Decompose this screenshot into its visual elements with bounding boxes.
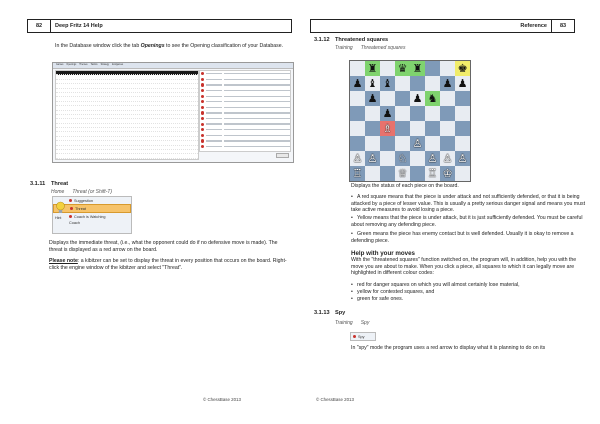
chess-piece: ♟ (442, 77, 453, 90)
square-g4 (440, 121, 455, 136)
square-d4 (395, 121, 410, 136)
game-icon (201, 117, 204, 120)
color-code-yellow: • yellow for contested squares, and (351, 289, 435, 295)
square-e4 (410, 121, 425, 136)
threatened-squares-breadcrumb: Training Threatened squares (335, 45, 406, 51)
right-footer: © ChessBase 2013 (316, 397, 354, 402)
opening-tree (55, 70, 199, 160)
tab-games: Games (56, 64, 64, 66)
square-b7 (365, 76, 380, 91)
chessboard (349, 60, 471, 182)
square-g6 (440, 91, 455, 106)
section-spy-heading: 3.1.13 Spy (314, 310, 346, 316)
square-h7 (455, 76, 470, 91)
opening-games-list (199, 70, 291, 152)
chess-piece: ♜ (412, 62, 423, 75)
menu-item-coach-watching: Coach is Watching (53, 213, 131, 220)
tab-endgames: Endgames (112, 64, 124, 66)
square-f7 (425, 76, 440, 91)
square-b2 (365, 151, 380, 166)
game-icon (201, 100, 204, 103)
list-item (200, 144, 290, 150)
section-threatened-squares-heading: 3.1.12 Threatened squares (314, 37, 389, 43)
left-footer: © ChessBase 2013 (203, 397, 241, 402)
square-d5 (395, 106, 410, 121)
square-b4 (365, 121, 380, 136)
chess-piece: ♙ (352, 152, 363, 165)
tab-tactics: Tactics (90, 64, 98, 66)
square-h1 (455, 166, 470, 181)
square-f4 (425, 121, 440, 136)
board-caption: Displays the status of each piece on the board. (351, 183, 459, 189)
square-a3 (350, 136, 365, 151)
chess-piece: ♛ (397, 62, 408, 75)
bullet-yellow: • Yellow means that the piece is under attack, but it is just sufficiently defended. You must be careful about removing any defending piece. (351, 215, 583, 228)
tree-row (56, 159, 198, 160)
square-a6 (350, 91, 365, 106)
game-icon (201, 139, 204, 142)
database-window-screenshot (52, 62, 294, 163)
right-page-header (310, 19, 575, 33)
square-b3 (365, 136, 380, 151)
square-h3 (455, 136, 470, 151)
chess-piece: ♗ (382, 122, 393, 135)
game-icon (201, 78, 204, 81)
coach-icon (69, 215, 72, 218)
square-g1 (440, 166, 455, 181)
square-h8 (455, 61, 470, 76)
game-icon (201, 95, 204, 98)
square-c4 (380, 121, 395, 136)
spy-button-screenshot: Spy (350, 332, 376, 341)
square-e8 (410, 61, 425, 76)
hint-label: Hint (55, 216, 62, 220)
chess-piece: ♕ (397, 167, 408, 180)
chess-piece: ♟ (412, 92, 423, 105)
threat-icon (70, 207, 73, 210)
chess-piece: ♟ (367, 92, 378, 105)
square-f5 (425, 106, 440, 121)
database-tabs (53, 63, 293, 69)
chess-piece: ♞ (427, 92, 438, 105)
chess-piece: ♙ (457, 152, 468, 165)
game-icon (201, 128, 204, 131)
game-icon (201, 89, 204, 92)
square-d2 (395, 151, 410, 166)
square-a4 (350, 121, 365, 136)
square-c6 (380, 91, 395, 106)
openings-intro: In the Database window click the tab Openings to see the Opening classification of your Database. (55, 43, 284, 49)
square-a1 (350, 166, 365, 181)
chess-piece: ♚ (457, 62, 468, 75)
kibitzer-note: Please note: a kibitzer can be set to display the threat in every position that occurs on the board. Right-click the engine window of the kibitzer and select "Threat". (49, 258, 287, 271)
square-g8 (440, 61, 455, 76)
square-c1 (380, 166, 395, 181)
tab-strategy: Strategy (100, 64, 110, 66)
square-e2 (410, 151, 425, 166)
square-a2 (350, 151, 365, 166)
game-icon (201, 106, 204, 109)
spy-icon (353, 335, 356, 338)
square-f8 (425, 61, 440, 76)
square-c7 (380, 76, 395, 91)
chess-piece: ♘ (397, 152, 408, 165)
chess-piece: ♜ (367, 62, 378, 75)
square-h4 (455, 121, 470, 136)
game-icon (201, 83, 204, 86)
close-button-graphic (276, 153, 289, 159)
chess-piece: ♙ (412, 137, 423, 150)
bullet-icon: • (351, 282, 353, 288)
page-number: 83 (551, 20, 574, 32)
threat-menu-screenshot (52, 196, 132, 234)
square-g3 (440, 136, 455, 151)
square-e5 (410, 106, 425, 121)
square-f1 (425, 166, 440, 181)
game-icon (201, 123, 204, 126)
chess-piece: ♖ (427, 167, 438, 180)
square-d6 (395, 91, 410, 106)
chess-piece: ♙ (367, 152, 378, 165)
square-d7 (395, 76, 410, 91)
square-c5 (380, 106, 395, 121)
bullet-icon: • (351, 231, 353, 237)
lightbulb-icon (55, 201, 66, 215)
tab-openings: Openings (66, 64, 77, 66)
square-c3 (380, 136, 395, 151)
game-icon (201, 145, 204, 148)
square-f6 (425, 91, 440, 106)
chess-piece: ♝ (367, 77, 378, 90)
page-number: 82 (28, 20, 51, 32)
chess-piece: ♙ (427, 152, 438, 165)
threat-description: Displays the immediate threat, (i.e., what the opponent could do if no defensive move is made). The threat is displayed as a red arrow on the board. (49, 240, 278, 253)
game-icon (201, 134, 204, 137)
square-a8 (350, 61, 365, 76)
chess-piece: ♙ (442, 152, 453, 165)
square-g7 (440, 76, 455, 91)
square-d3 (395, 136, 410, 151)
chess-piece: ♔ (442, 167, 453, 180)
square-g5 (440, 106, 455, 121)
square-h2 (455, 151, 470, 166)
menu-item-threat: Threat (53, 204, 131, 213)
square-e7 (410, 76, 425, 91)
square-b1 (365, 166, 380, 181)
threat-breadcrumb: Home Threat (or Shift-T) (51, 189, 113, 195)
square-a7 (350, 76, 365, 91)
bullet-red: • A red square means that the piece is under attack and not sufficiently defended, or that it is being attacked by a piece of lesser value. This is usually a pretty serious danger signal and means you must take active measures to avoid losing a piece. (351, 194, 586, 214)
menu-item-suggestion: Suggestion (53, 197, 131, 204)
square-f2 (425, 151, 440, 166)
suggestion-icon (69, 199, 72, 202)
square-h6 (455, 91, 470, 106)
chess-piece: ♖ (352, 167, 363, 180)
square-b8 (365, 61, 380, 76)
running-title: Deep Fritz 14 Help (55, 23, 103, 29)
square-c8 (380, 61, 395, 76)
square-b5 (365, 106, 380, 121)
chess-piece: ♟ (457, 77, 468, 90)
square-c2 (380, 151, 395, 166)
bullet-icon: • (351, 289, 353, 295)
color-code-green: • green for safe ones. (351, 296, 404, 302)
square-e6 (410, 91, 425, 106)
left-page-header (27, 19, 292, 33)
game-icon (201, 72, 204, 75)
bullet-icon: • (351, 215, 353, 221)
square-a5 (350, 106, 365, 121)
running-title: Reference (520, 23, 547, 29)
square-g2 (440, 151, 455, 166)
color-code-red: • red for danger squares on which you will almost certainly lose material, (351, 282, 520, 288)
square-e1 (410, 166, 425, 181)
bullet-icon: • (351, 194, 353, 200)
square-e3 (410, 136, 425, 151)
chess-piece: ♟ (382, 107, 393, 120)
square-d1 (395, 166, 410, 181)
openings-tab-name: Openings (140, 43, 165, 49)
spy-description: In "spy" mode the program uses a red arrow to display what it is planning to do on its (351, 345, 546, 351)
square-f3 (425, 136, 440, 151)
chess-piece: ♝ (382, 77, 393, 90)
square-d8 (395, 61, 410, 76)
game-icon (201, 111, 204, 114)
spy-breadcrumb: Training Spy (335, 320, 370, 326)
section-threat-heading: 3.1.11 Threat (30, 181, 69, 187)
bullet-icon: • (351, 296, 353, 302)
help-with-moves-heading: Help with your moves (351, 250, 415, 257)
bullet-green: • Green means the piece has enemy contact but is well defended. Usually it is okay to remove a defending piece. (351, 231, 574, 244)
tab-themes: Themes (79, 64, 88, 66)
square-h5 (455, 106, 470, 121)
square-b6 (365, 91, 380, 106)
chess-piece: ♟ (352, 77, 363, 90)
help-with-moves-text: With the "threatened squares" function switched on, the program will, in addition, help you with the move you are about to make. When you click a piece, all squares to which it can legally move are highlighted in different colour codes: (351, 257, 577, 277)
menu-group-coach: Coach (69, 220, 80, 225)
